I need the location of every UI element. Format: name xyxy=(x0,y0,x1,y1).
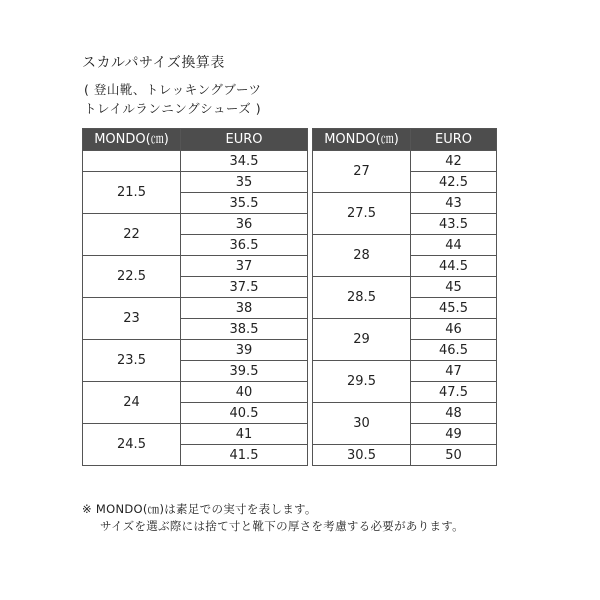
note-line-2: サイズを選ぶ際には捨て寸と靴下の厚さを考慮する必要があります。 xyxy=(100,519,464,533)
mondo-cell: 27.5 xyxy=(313,193,411,235)
subtitle-line-1: ( 登山靴、トレッキングブーツ xyxy=(84,82,262,97)
size-table-left xyxy=(82,128,308,466)
mondo-cell: 24 xyxy=(83,382,181,424)
mondo-cell: 22 xyxy=(83,214,181,256)
euro-cell: 50 xyxy=(411,445,497,466)
mondo-cell: 23.5 xyxy=(83,340,181,382)
euro-cell: 45.5 xyxy=(411,298,497,319)
table-row xyxy=(83,382,308,403)
mondo-cell: 27 xyxy=(313,151,411,193)
table-row xyxy=(313,445,497,466)
euro-cell: 38 xyxy=(181,298,308,319)
euro-cell: 42.5 xyxy=(411,172,497,193)
euro-cell: 35 xyxy=(181,172,308,193)
euro-cell: 47 xyxy=(411,361,497,382)
table-row xyxy=(83,256,308,277)
mondo-cell: 28.5 xyxy=(313,277,411,319)
euro-cell: 48 xyxy=(411,403,497,424)
size-table-right xyxy=(312,128,497,466)
euro-cell: 45 xyxy=(411,277,497,298)
euro-cell: 49 xyxy=(411,424,497,445)
euro-cell: 42 xyxy=(411,151,497,172)
table-row xyxy=(83,340,308,361)
euro-cell: 46.5 xyxy=(411,340,497,361)
euro-cell: 37 xyxy=(181,256,308,277)
euro-cell: 41 xyxy=(181,424,308,445)
table-row xyxy=(83,151,308,172)
table-row xyxy=(83,424,308,445)
table-row xyxy=(313,403,497,424)
table-row xyxy=(83,214,308,235)
euro-cell: 38.5 xyxy=(181,319,308,340)
euro-cell: 37.5 xyxy=(181,277,308,298)
euro-cell: 40 xyxy=(181,382,308,403)
euro-cell: 34.5 xyxy=(181,151,308,172)
mondo-cell: 30.5 xyxy=(313,445,411,466)
euro-cell: 41.5 xyxy=(181,445,308,466)
table-row xyxy=(313,151,497,172)
euro-cell: 35.5 xyxy=(181,193,308,214)
mondo-cell: 30 xyxy=(313,403,411,445)
euro-cell: 44.5 xyxy=(411,256,497,277)
mondo-cell: 24.5 xyxy=(83,424,181,466)
header-euro: EURO xyxy=(181,129,308,151)
table-row xyxy=(313,319,497,340)
header-mondo: MONDO(㎝) xyxy=(83,129,181,151)
euro-cell: 47.5 xyxy=(411,382,497,403)
table-row xyxy=(83,298,308,319)
euro-cell: 40.5 xyxy=(181,403,308,424)
table-row xyxy=(313,361,497,382)
mondo-cell: 22.5 xyxy=(83,256,181,298)
note-line-1: ※ MONDO(㎝)は素足での実寸を表します。 xyxy=(82,502,317,516)
mondo-cell: 28 xyxy=(313,235,411,277)
page-title: スカルパサイズ換算表 xyxy=(82,55,225,71)
header-euro: EURO xyxy=(411,129,497,151)
euro-cell: 39 xyxy=(181,340,308,361)
mondo-cell xyxy=(83,151,181,172)
euro-cell: 44 xyxy=(411,235,497,256)
table-row xyxy=(313,193,497,214)
subtitle-line-2: トレイルランニングシューズ ) xyxy=(84,101,262,116)
table-row xyxy=(83,172,308,193)
euro-cell: 39.5 xyxy=(181,361,308,382)
table-row xyxy=(313,277,497,298)
mondo-cell: 21.5 xyxy=(83,172,181,214)
euro-cell: 43.5 xyxy=(411,214,497,235)
euro-cell: 46 xyxy=(411,319,497,340)
euro-cell: 36 xyxy=(181,214,308,235)
euro-cell: 43 xyxy=(411,193,497,214)
table-row xyxy=(313,235,497,256)
mondo-cell: 23 xyxy=(83,298,181,340)
mondo-cell: 29.5 xyxy=(313,361,411,403)
euro-cell: 36.5 xyxy=(181,235,308,256)
header-mondo: MONDO(㎝) xyxy=(313,129,411,151)
mondo-cell: 29 xyxy=(313,319,411,361)
